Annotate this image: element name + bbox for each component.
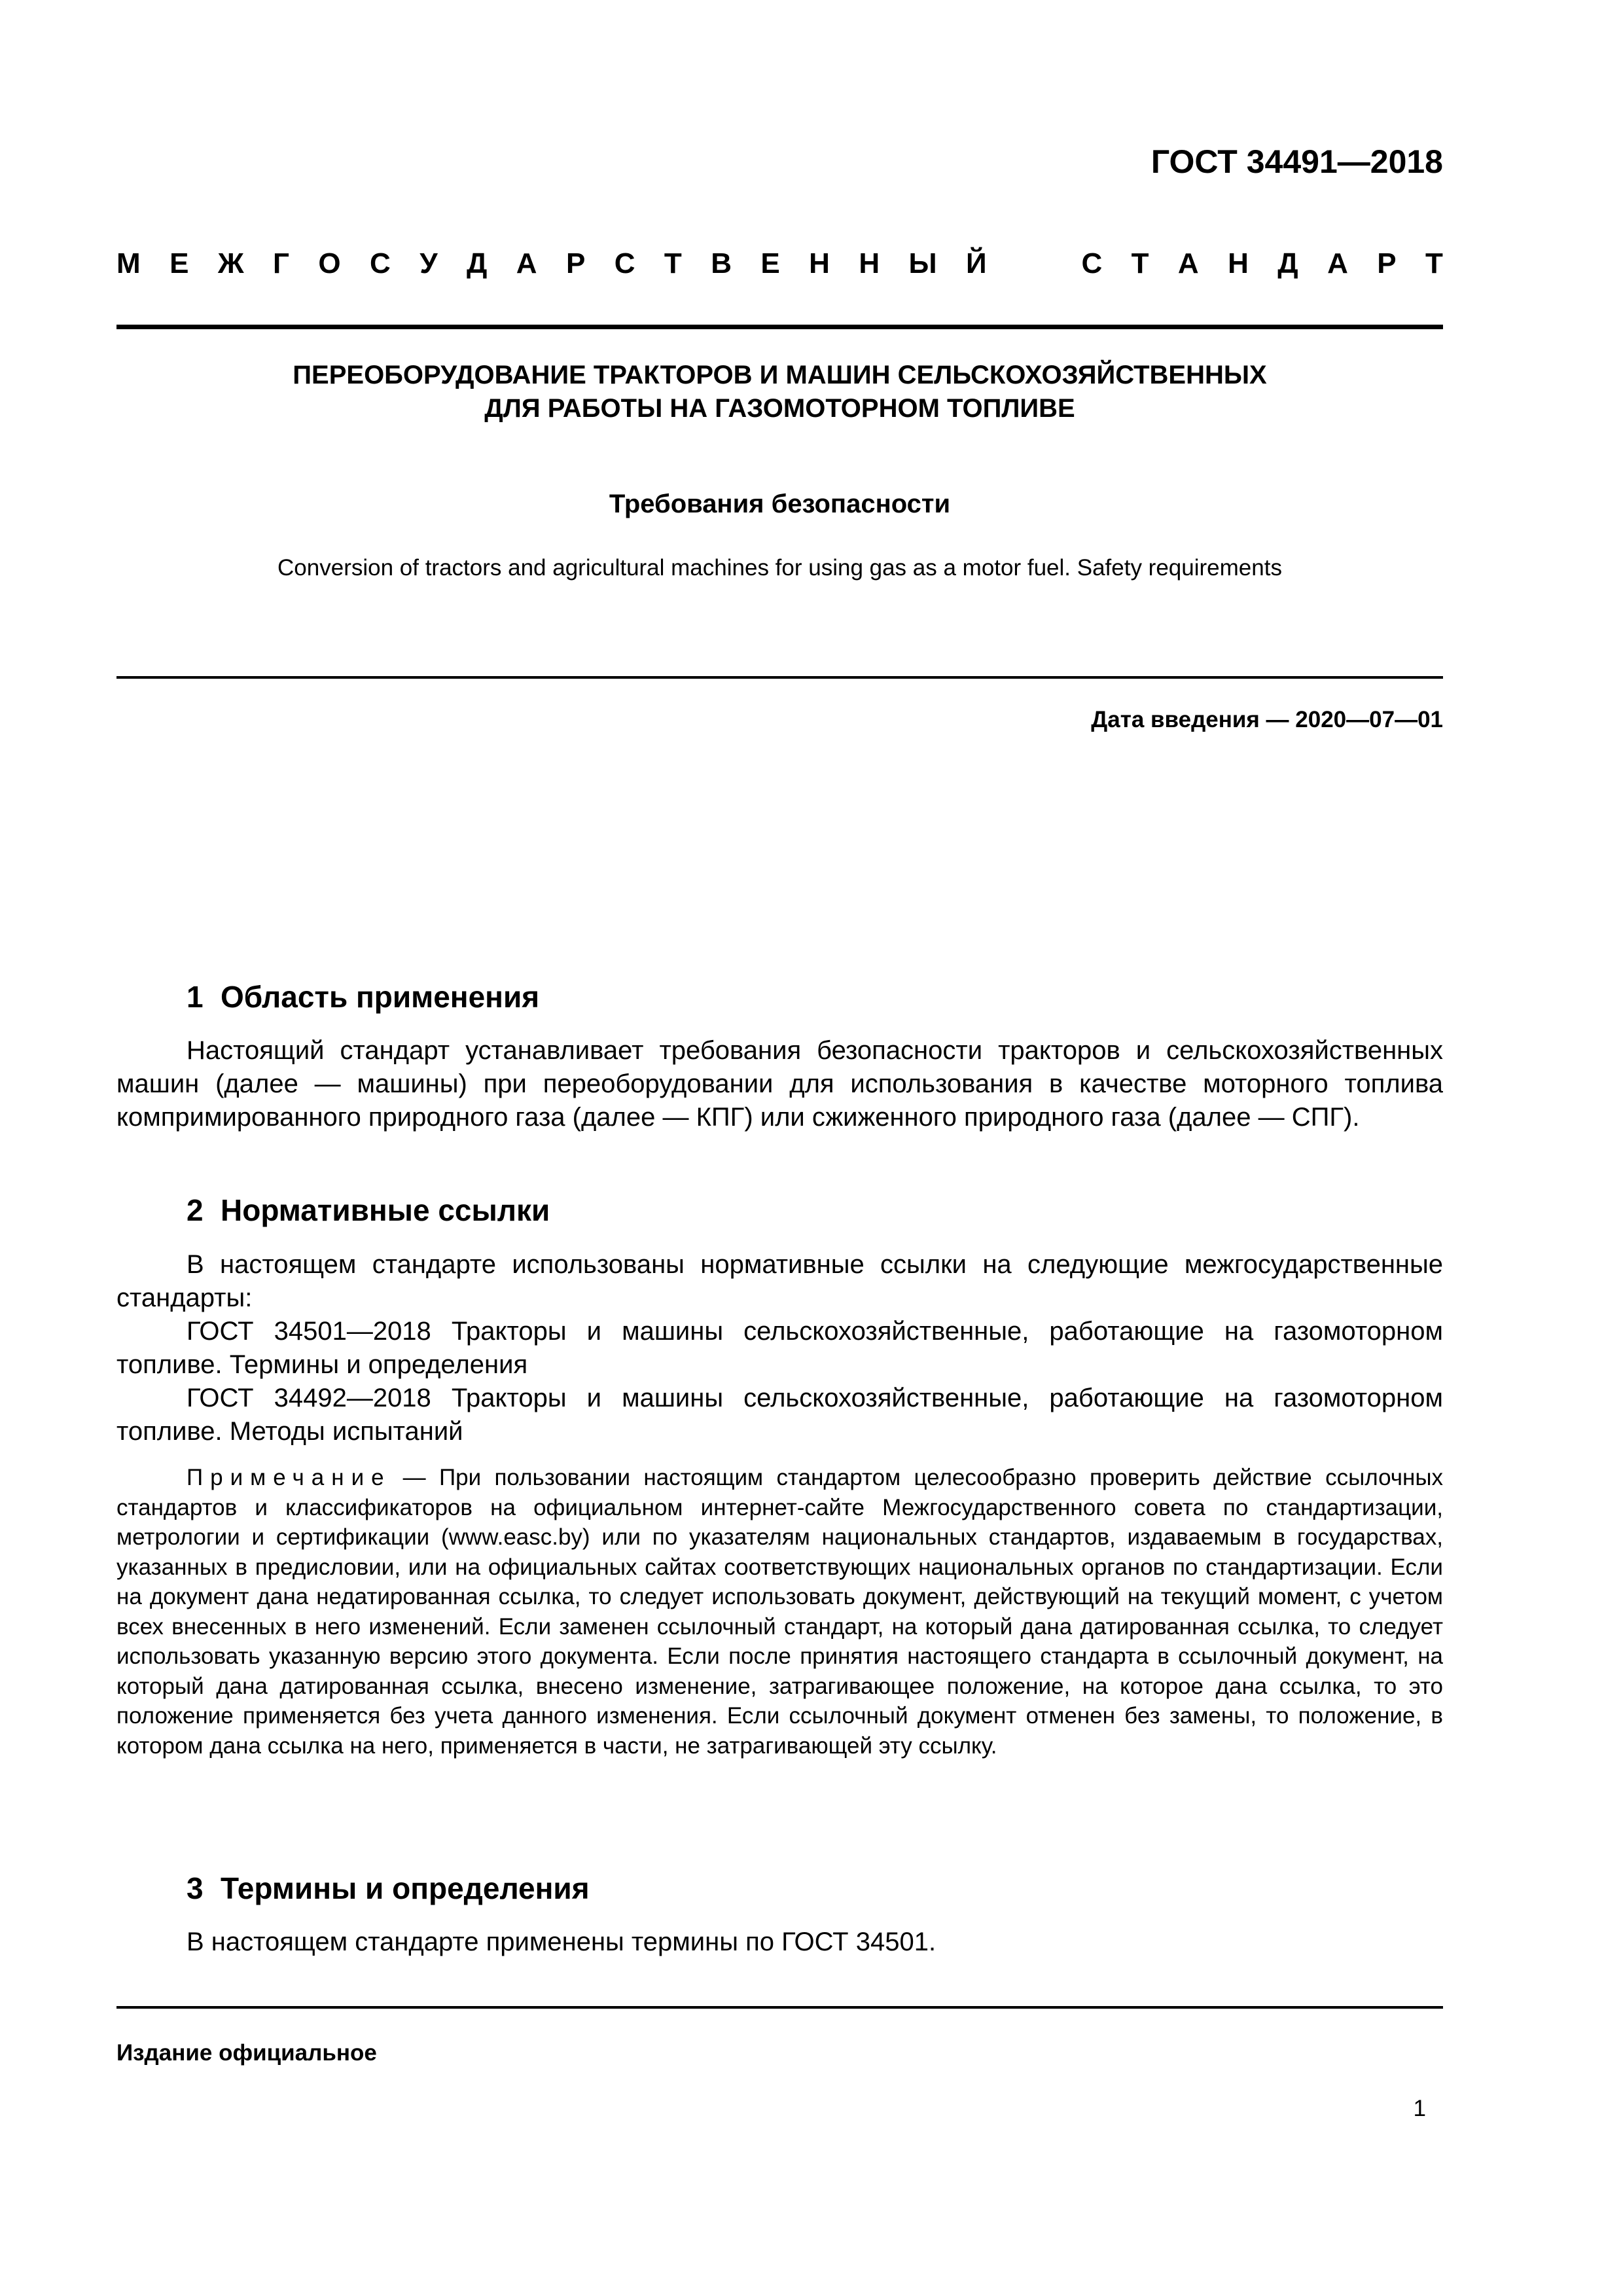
note-text: — При пользовании настоящим стандартом целесообразно проверить действие ссылочных стандартов и классификаторов на официальном интернет-сайте Межгосударственного совета по стандартизации, метрологии и сертификации (www.easc.by) или по указателям национальных стандартов, издаваемым в государствах, указанных в предисловии, или на официальных сайтах соответствующих национальных органов по стандартизации. Если на документ дана недатированная ссылка, то следует использовать документ, действующий на текущий момент, с учетом всех внесенных в него изменений. Если заменен ссылочный стандарт, на который дана датированная ссылка, то следует использовать указанную версию этого документа. Если после принятия настоящего стандарта в ссылочный документ, на который дана датированная ссылка, внесено изменение, затрагивающее положение, на которое дана ссылка, то это положение применяется без учета данного изменения. Если ссылочный документ отменен без замены, то положение, в котором дана ссылка на него, применяется в части, не затрагивающей эту ссылку. xyxy=(116,1465,1443,1759)
interstate-letter: О xyxy=(318,247,341,279)
interstate-letter: А xyxy=(516,247,537,279)
document-title xyxy=(116,359,1443,425)
section-1-text: Настоящий стандарт устанавливает требования безопасности тракторов и сельскохозяйственных машин (далее — машины) при переоборудовании для использования в качестве моторного топлива компримированного природного газа (далее — КПГ) или сжиженного природного газа (далее — СПГ). xyxy=(116,1036,1443,1132)
interstate-letter: У xyxy=(419,247,438,279)
interstate-letter: Д xyxy=(1277,247,1298,279)
section-1-heading xyxy=(187,979,539,1014)
introduction-date: Дата введения — 2020—07—01 xyxy=(1091,707,1443,732)
interstate-letter: Ж xyxy=(217,247,244,279)
reference-item: ГОСТ 34501—2018 Тракторы и машины сельскохозяйственные, работающие на газомоторном топливе. Термины и определения xyxy=(116,1317,1443,1379)
section-3-text: В настоящем стандарте применены термины по ГОСТ 34501. xyxy=(187,1928,936,1956)
english-title: Conversion of tractors and agricultural machines for using gas as a motor fuel. Safety requirements xyxy=(277,555,1282,581)
title-line-1: ПЕРЕОБОРУДОВАНИЕ ТРАКТОРОВ И МАШИН СЕЛЬСКОХОЗЯЙСТВЕННЫХ xyxy=(293,361,1267,389)
interstate-letter: А xyxy=(1327,247,1348,279)
interstate-letter: Т xyxy=(664,247,682,279)
interstate-letter: Г xyxy=(273,247,289,279)
interstate-letter: А xyxy=(1177,247,1199,279)
edition-label: Издание официальное xyxy=(116,2040,377,2066)
interstate-letter: Е xyxy=(760,247,780,279)
interstate-letter: Е xyxy=(169,247,189,279)
section-1-title: Область применения xyxy=(221,980,540,1014)
interstate-letter: Н xyxy=(859,247,880,279)
section-3-heading xyxy=(187,1871,590,1906)
interstate-letter: Р xyxy=(1377,247,1397,279)
word-gap xyxy=(1016,247,1052,280)
page-number: 1 xyxy=(1413,2096,1426,2121)
standard-number: ГОСТ 34491—2018 xyxy=(1150,143,1443,180)
interstate-letter: Н xyxy=(809,247,830,279)
interstate-letter: С xyxy=(370,247,391,279)
section-2-title: Нормативные ссылки xyxy=(221,1193,550,1227)
reference-note xyxy=(116,1463,1443,1761)
interstate-letter: С xyxy=(614,247,635,279)
interstate-letter: С xyxy=(1081,247,1103,279)
section-2-number: 2 xyxy=(187,1193,204,1227)
middle-rule xyxy=(116,676,1443,679)
reference-item: ГОСТ 34492—2018 Тракторы и машины сельскохозяйственные, работающие на газомоторном топливе. Методы испытаний xyxy=(116,1384,1443,1446)
section-3-title: Термины и определения xyxy=(221,1871,590,1905)
interstate-letter: М xyxy=(116,247,141,279)
interstate-letter: Р xyxy=(565,247,586,279)
interstate-letter: Н xyxy=(1228,247,1249,279)
interstate-letter: В xyxy=(711,247,732,279)
note-label: Примечание xyxy=(187,1465,391,1490)
title-line-2: ДЛЯ РАБОТЫ НА ГАЗОМОТОРНОМ ТОПЛИВЕ xyxy=(484,394,1075,423)
interstate-letter: Д xyxy=(466,247,488,279)
interstate-standard-label xyxy=(116,247,1443,280)
interstate-letter: Т xyxy=(1425,247,1443,279)
bottom-rule xyxy=(116,2006,1443,2009)
interstate-letter: Й xyxy=(966,247,987,279)
document-subtitle: Требования безопасности xyxy=(609,490,951,518)
section-2-intro: В настоящем стандарте использованы нормативные ссылки на следующие межгосударственные стандарты: xyxy=(116,1250,1443,1312)
top-rule xyxy=(116,325,1443,329)
section-1-number: 1 xyxy=(187,980,204,1014)
interstate-letter: Т xyxy=(1131,247,1149,279)
section-2-heading xyxy=(187,1193,550,1228)
section-3-number: 3 xyxy=(187,1871,204,1905)
interstate-letter: Ы xyxy=(908,247,937,279)
